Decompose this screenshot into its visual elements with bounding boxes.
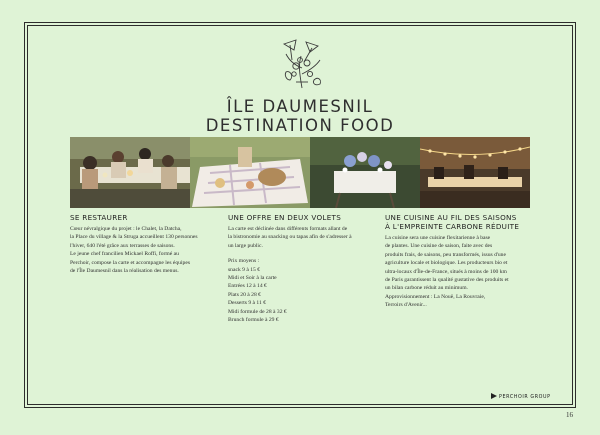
body-line: Cœur névralgique du projet : le Chalet, la Datcha, [70,226,182,232]
page-title-line2: DESTINATION FOOD [205,116,395,135]
photo-dinner-table [70,137,190,208]
body-line: La cuisine sera une cuisine flexitarienne à base [385,235,491,241]
page-title-line1: ÎLE DAUMESNIL [226,97,374,116]
body-line: la Place du village & la Struga accueillent 130 personnes [70,234,198,241]
price-line: Brunch formule à 29 € [228,317,279,324]
photo-evening-lights [420,137,530,208]
price-line: Desserts 9 à 11 € [228,300,267,307]
body-line: La carte est déclinée dans différents formats allant de [228,226,348,232]
body-line: de l'Île Daumesnil dans la réalisation des menus. [70,268,179,275]
body-line: de Paris garantissent la qualité gustative des produits et [385,277,509,284]
floral-emblem-icon [272,36,330,92]
body-line: un large public. [228,242,263,249]
price-line: Prix moyens : [228,258,260,265]
body-line: Perchoir, compose la carte et accompagne les équipes [70,259,190,266]
body-line: Approvisionnement : La Nouë, La Rouvraie, [385,293,486,300]
price-line: Midi formule de 28 à 32 € [228,308,287,315]
column-heading: UNE OFFRE EN DEUX VOLETS [228,213,342,222]
column-heading: SE RESTAURER [70,213,128,222]
brand-name: PERCHOIR GROUP [499,395,551,400]
price-line: Plats 20 à 28 € [228,291,261,298]
photo-picnic [190,137,310,208]
price-line: snack 9 à 15 € [228,266,261,273]
column-heading: À L'EMPREINTE CARBONE RÉDUITE [385,222,520,231]
body-line: l'hiver, 640 l'été grâce aux terrasses de saisons. [70,242,175,249]
body-line: de plantes. Une cuisine de saison, faite avec des [385,243,493,250]
photo-flower-table [310,137,420,208]
column-cuisine-saisons [385,213,535,310]
column-offre [228,213,370,324]
body-line: ultra-locaux d'Île-de-France, situés à moins de 100 km [385,268,507,275]
body-line: agriculture locale et biologique. Les producteurs bio et [385,260,508,267]
column-se-restaurer [70,213,212,275]
body-line: Terroirs d'Avenir... [385,302,427,309]
column-heading: UNE CUISINE AU FIL DES SAISONS [385,213,517,222]
body-line: Le jeune chef francilien Mickael Roffi, formé au [70,251,179,258]
price-line: Midi et Soir à la carte [228,275,277,282]
brand-logo [491,393,551,400]
body-line: produits frais, de saisons, peu transformés, issus d'une [385,251,506,258]
price-line: Entrées 12 à 14 € [228,283,267,290]
photo-strip [70,137,530,208]
page-number: 16 [566,411,573,419]
brand-triangle-icon [491,393,497,399]
body-line: la bistronomie au snacking ou tapas afin de s'adresser à [228,234,352,241]
body-line: un bilan carbone réduit au minimum. [385,285,468,292]
